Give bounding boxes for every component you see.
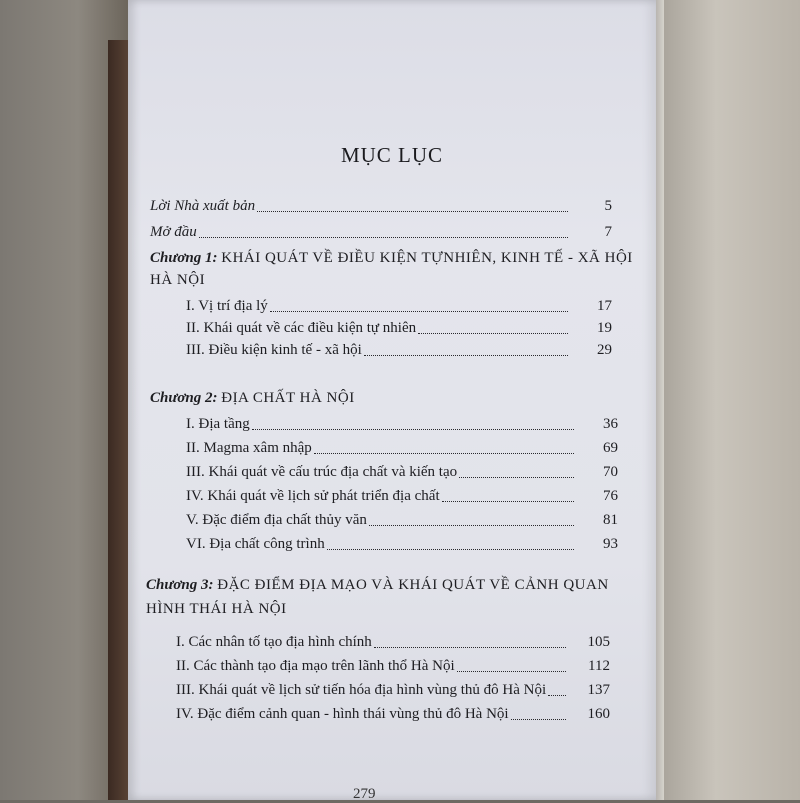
- dot-leader: [459, 477, 574, 478]
- dot-leader: [364, 355, 568, 356]
- toc-entry-label: I. Các nhân tố tạo địa hình chính: [176, 634, 372, 650]
- toc-entry-page: 160: [587, 706, 610, 722]
- book-page: [128, 0, 656, 800]
- chapter-number: Chương 3:: [146, 577, 214, 593]
- toc-entry: [186, 488, 618, 505]
- dot-leader: [270, 311, 568, 312]
- toc-entry-page: 93: [603, 536, 618, 552]
- chapter-title: KHÁI QUÁT VỀ ĐIỀU KIỆN TỰNHIÊN, KINH TẾ - XÃ HỘI: [221, 250, 633, 266]
- toc-entry-page: 29: [597, 342, 612, 358]
- toc-entry-label: III. Điều kiện kinh tế - xã hội: [186, 342, 362, 358]
- toc-entry-page: 5: [604, 198, 612, 214]
- toc-entry-label: IV. Khái quát về lịch sử phát triển địa chất: [186, 488, 440, 504]
- toc-entry-page: 81: [603, 512, 618, 528]
- dot-leader: [257, 211, 568, 212]
- toc-entry: [186, 440, 618, 457]
- chapter-number: Chương 1:: [150, 250, 218, 266]
- toc-entry: [186, 512, 618, 529]
- toc-entry-label: I. Vị trí địa lý: [186, 298, 268, 314]
- toc-entry: [176, 706, 610, 723]
- chapter-2-heading: [150, 390, 355, 407]
- chapter-1-heading: [150, 250, 633, 267]
- toc-entry: [176, 634, 610, 651]
- toc-entry-label: V. Đặc điểm địa chất thủy văn: [186, 512, 367, 528]
- dot-leader: [369, 525, 574, 526]
- chapter-3-heading: [146, 577, 609, 594]
- chapter-title: ĐỊA CHẤT HÀ NỘI: [221, 390, 355, 406]
- dot-leader: [548, 695, 566, 696]
- toc-entry-page: 36: [603, 416, 618, 432]
- dot-leader: [442, 501, 574, 502]
- toc-entry: [186, 536, 618, 553]
- book-cover-edge: [108, 40, 130, 800]
- dot-leader: [252, 429, 574, 430]
- toc-entry: [176, 658, 610, 675]
- chapter-3-title-cont: HÌNH THÁI HÀ NỘI: [146, 601, 287, 617]
- toc-entry-label: Lời Nhà xuất bản: [150, 198, 256, 214]
- toc-entry: [186, 298, 612, 315]
- toc-entry-page: 70: [603, 464, 618, 480]
- chapter-number: Chương 2:: [150, 390, 218, 406]
- toc-entry: [186, 416, 618, 433]
- dot-leader: [511, 719, 566, 720]
- toc-entry-page: 112: [588, 658, 610, 674]
- toc-entry-page: 19: [597, 320, 612, 336]
- toc-entry-label: Mở đầu: [150, 224, 197, 240]
- chapter-title: ĐẶC ĐIỂM ĐỊA MẠO VÀ KHÁI QUÁT VỀ CẢNH QUAN: [217, 577, 609, 593]
- toc-entry-page: 7: [604, 224, 612, 240]
- dot-leader: [199, 237, 568, 238]
- toc-entry-label: IV. Đặc điểm cảnh quan - hình thái vùng thủ đô Hà Nội: [176, 706, 509, 722]
- toc-entry-page: 137: [587, 682, 610, 698]
- toc-entry-label: VI. Địa chất công trình: [186, 536, 325, 552]
- chapter-1-title-cont: HÀ NỘI: [150, 272, 206, 288]
- background-right: [660, 0, 800, 800]
- toc-entry-label: II. Magma xâm nhập: [186, 440, 312, 456]
- dot-leader: [374, 647, 566, 648]
- toc-entry-label: III. Khái quát về cấu trúc địa chất và kiến tạo: [186, 464, 458, 480]
- toc-entry-page: 76: [603, 488, 618, 504]
- dot-leader: [314, 453, 574, 454]
- dot-leader: [327, 549, 574, 550]
- toc-entry-label: III. Khái quát về lịch sử tiến hóa địa hình vùng thủ đô Hà Nội: [176, 682, 547, 698]
- dot-leader: [457, 671, 566, 672]
- toc-entry: [186, 464, 618, 481]
- dot-leader: [418, 333, 568, 334]
- toc-entry-label: II. Các thành tạo địa mạo trên lãnh thổ Hà Nội: [176, 658, 455, 674]
- toc-entry-introduction: [150, 224, 612, 241]
- toc-entry: [186, 342, 612, 359]
- toc-entry-page: 105: [587, 634, 610, 650]
- toc-entry-page: 17: [597, 298, 612, 314]
- toc-entry: [186, 320, 612, 337]
- toc-entry-publisher-note: [150, 198, 612, 215]
- toc-entry-page: 69: [603, 440, 618, 456]
- page-number: 279: [353, 786, 376, 802]
- toc-entry-label: I. Địa tầng: [186, 416, 250, 432]
- toc-entry-label: II. Khái quát về các điều kiện tự nhiên: [186, 320, 417, 336]
- page-edge: [656, 0, 664, 800]
- toc-entry: [176, 682, 610, 699]
- page-title: MỤC LỤC: [340, 143, 444, 167]
